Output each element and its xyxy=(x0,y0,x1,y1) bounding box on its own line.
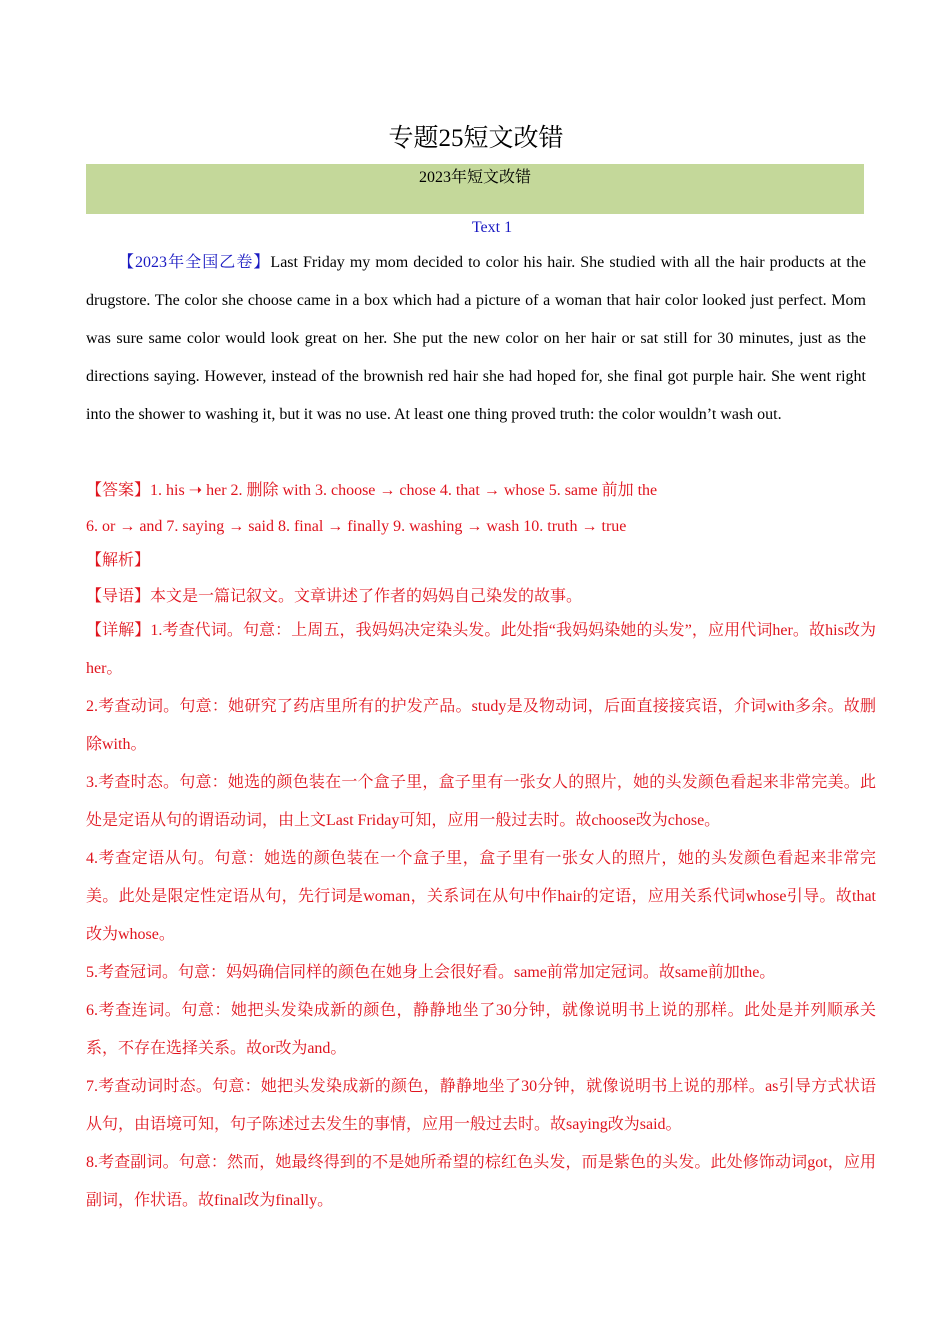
guide-label: 【导语】 xyxy=(86,588,151,605)
detail-item: 【详解】1.考查代词。句意：上周五，我妈妈决定染头发。此处指“我妈妈染她的头发”，应用代词her。故his改为her。 xyxy=(86,622,876,677)
passage xyxy=(86,244,866,434)
detail-item: 5.考查冠词。句意：妈妈确信同样的颜色在她身上会很好看。same前常加定冠词。故same前加the。 xyxy=(86,964,776,981)
answer-label: 【答案】 xyxy=(86,482,151,499)
detail-item: 3.考查时态。句意：她选的颜色装在一个盒子里，盒子里有一张女人的照片，她的头发颜色看起来非常完美。此处是定语从句的谓语动词，由上文Last Friday可知，应用一般过去时。故choose改为chose。 xyxy=(86,774,876,829)
passage-source: 【2023年全国乙卷】 xyxy=(118,254,271,271)
answer-line-1: 1. his ➝ her 2. 删除 with 3. choose → chose 4. that → whose 5. same 前加 the xyxy=(150,482,658,499)
detail-item: 6.考查连词。句意：她把头发染成新的颜色，静静地坐了30分钟，就像说明书上说的那样。此处是并列顺承关系，不存在选择关系。故or改为and。 xyxy=(86,1002,876,1057)
analysis-label: 【解析】 xyxy=(86,552,151,569)
guide-text: 本文是一篇记叙文。文章讲述了作者的妈妈自己染发的故事。 xyxy=(150,588,583,605)
detail-label: 【详解】 xyxy=(86,622,151,639)
detail-item: 2.考查动词。句意：她研究了药店里所有的护发产品。study是及物动词，后面直接接宾语，介词with多余。故删除with。 xyxy=(86,698,876,753)
detail-item: 4.考查定语从句。句意：她选的颜色装在一个盒子里，盒子里有一张女人的照片，她的头发颜色看起来非常完美。此处是限定性定语从句，先行词是woman，关系词在从句中作hair的定语，应用关系代词whose引导。故that改为whose。 xyxy=(86,850,876,943)
passage-body: Last Friday my mom decided to color his hair. She studied with all the hair products at the drugstore. The color she choose came in a box which had a picture of a woman that hair color looked just perfect. Mom was sure same color would look great on her. She put the new color on her hair or sat still for 30 minutes, just as the directions saying. However, instead of the brownish red hair she had hoped for, she final got purple hair. She went right into the shower to washing it, but it was no use. At least one thing proved truth: the color wouldn’t wash out. xyxy=(86,254,866,423)
page-title: 专题25短文改错 xyxy=(388,125,564,152)
detail-block xyxy=(86,612,876,1220)
answer-line-2: 6. or → and 7. saying → said 8. final → finally 9. washing → wash 10. truth → true xyxy=(86,518,627,535)
answer-block xyxy=(86,473,866,545)
detail-item: 8.考查副词。句意：然而，她最终得到的不是她所希望的棕红色头发，而是紫色的头发。此处修饰动词got，应用副词，作状语。故final改为finally。 xyxy=(86,1154,876,1209)
analysis-block xyxy=(86,543,866,615)
text-label: Text 1 xyxy=(471,219,513,236)
detail-item: 7.考查动词时态。句意：她把头发染成新的颜色，静静地坐了30分钟，就像说明书上说的那样。as引导方式状语从句，由语境可知，句子陈述过去发生的事情，应用一般过去时。故saying改为said。 xyxy=(86,1078,876,1133)
section-title: 2023年短文改错 xyxy=(418,169,531,186)
